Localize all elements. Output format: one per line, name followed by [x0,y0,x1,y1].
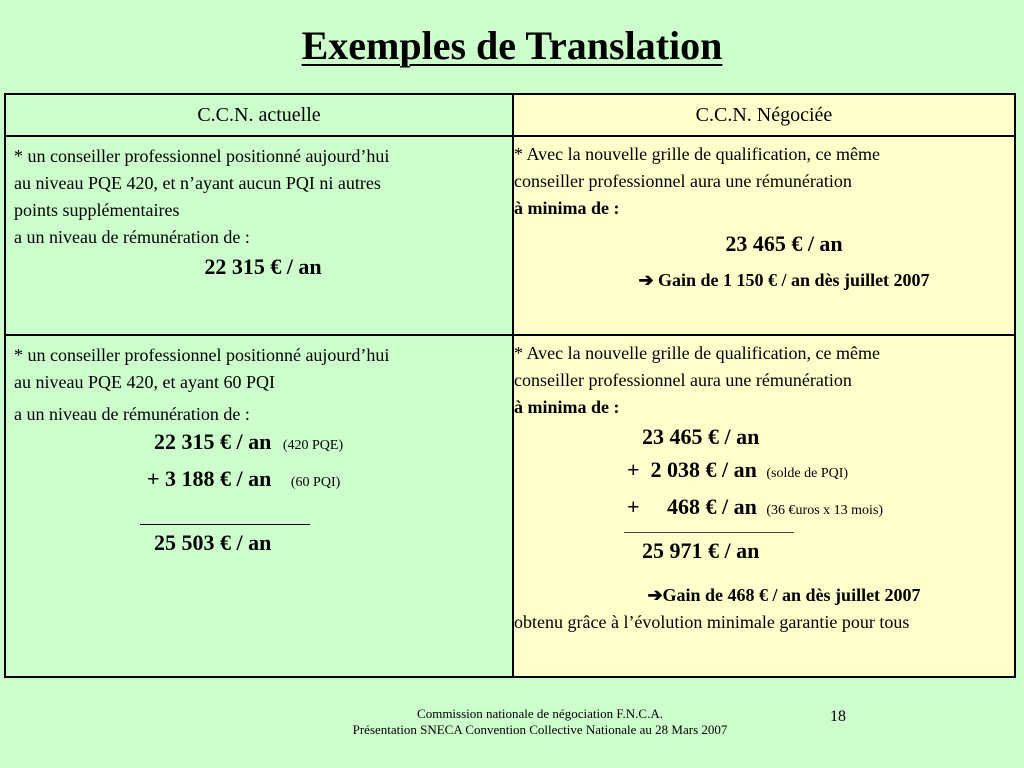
row2-left-line: au niveau PQE 420, et ayant 60 PQI [14,372,275,393]
row2-left-line: a un niveau de rémunération de : [14,404,250,425]
row2-right-amount3: + 468 € / an [627,494,757,520]
header-ccn-negociee: C.C.N. Négociée [513,94,1015,136]
header-ccn-actuelle: C.C.N. actuelle [5,94,513,136]
row1-right-line: conseiller professionnel aura une rémunération [514,171,852,192]
slide-footer [290,706,790,738]
row1-left-line: points supplémentaires [14,200,180,221]
slide-title [0,22,1024,69]
comparison-table [4,93,1016,678]
sum-divider [140,524,310,525]
row2-left-total: 25 503 € / an [154,530,272,556]
slide-title-text: Exemples de Translation [301,23,723,68]
row2-left-amount2-line [147,465,520,496]
row1-left-line: au niveau PQE 420, et n’ayant aucun PQI ni autres [14,173,381,194]
row2-right-line: * Avec la nouvelle grille de qualification, ce même [514,343,881,364]
table-header-row [5,94,1015,136]
sum-divider [624,532,794,533]
row2-right-gain [514,582,1014,609]
arrow-right-icon: ➔ [647,585,663,606]
row1-left-line: * un conseiller professionnel positionné aujourd’hui [14,146,390,167]
row1-right-amount: 23 465 € / an [725,231,843,257]
row1-right-gain-text: Gain de 1 150 € / an dès juillet 2007 [658,270,930,291]
row2-left-amount2: + 3 188 € / an [147,466,272,492]
row2-left-amount1: 22 315 € / an [154,429,272,455]
row1-left-amount: 22 315 € / an [204,254,322,280]
arrow-right-icon: ➔ [638,270,654,291]
row2-left-line: * un conseiller professionnel positionné aujourd’hui [14,345,390,366]
table-row [5,136,1015,335]
row2-right-cell [513,335,1015,677]
row2-left-note1: (420 PQE) [282,438,344,454]
row2-right-amount2: + 2 038 € / an [627,457,757,483]
row2-right-amount3-line [627,493,1014,524]
row1-left-cell [5,136,513,335]
table-row [5,335,1015,677]
row2-left-amount1-line [154,428,520,459]
footer-line: Présentation SNECA Convention Collective Nationale au 28 Mars 2007 [352,722,728,737]
row2-left-note2: (60 PQI) [290,475,341,491]
row2-right-bold-line: à minima de : [514,397,620,418]
footer-line: Commission nationale de négociation F.N.C.A. [417,706,663,721]
row2-right-note2: (solde de PQI) [766,466,849,482]
row1-right-line: * Avec la nouvelle grille de qualification, ce même [514,144,881,165]
row2-right-gain-text: Gain de 468 € / an dès juillet 2007 [662,585,921,606]
page-number: 18 [830,708,846,725]
row2-right-note3: (36 €uros x 13 mois) [766,503,884,519]
row2-right-line: conseiller professionnel aura une rémunération [514,370,852,391]
row2-right-amount2-line [627,456,1014,487]
row1-right-gain [514,267,1014,294]
row1-right-cell [513,136,1015,335]
row2-right-gain-note: obtenu grâce à l’évolution minimale garantie pour tous [514,612,910,633]
row1-right-bold-line: à minima de : [514,198,620,219]
row2-right-total: 25 971 € / an [642,538,760,564]
row2-right-amount1: 23 465 € / an [642,424,760,450]
row1-left-line: a un niveau de rémunération de : [14,227,250,248]
row2-left-cell [5,335,513,677]
